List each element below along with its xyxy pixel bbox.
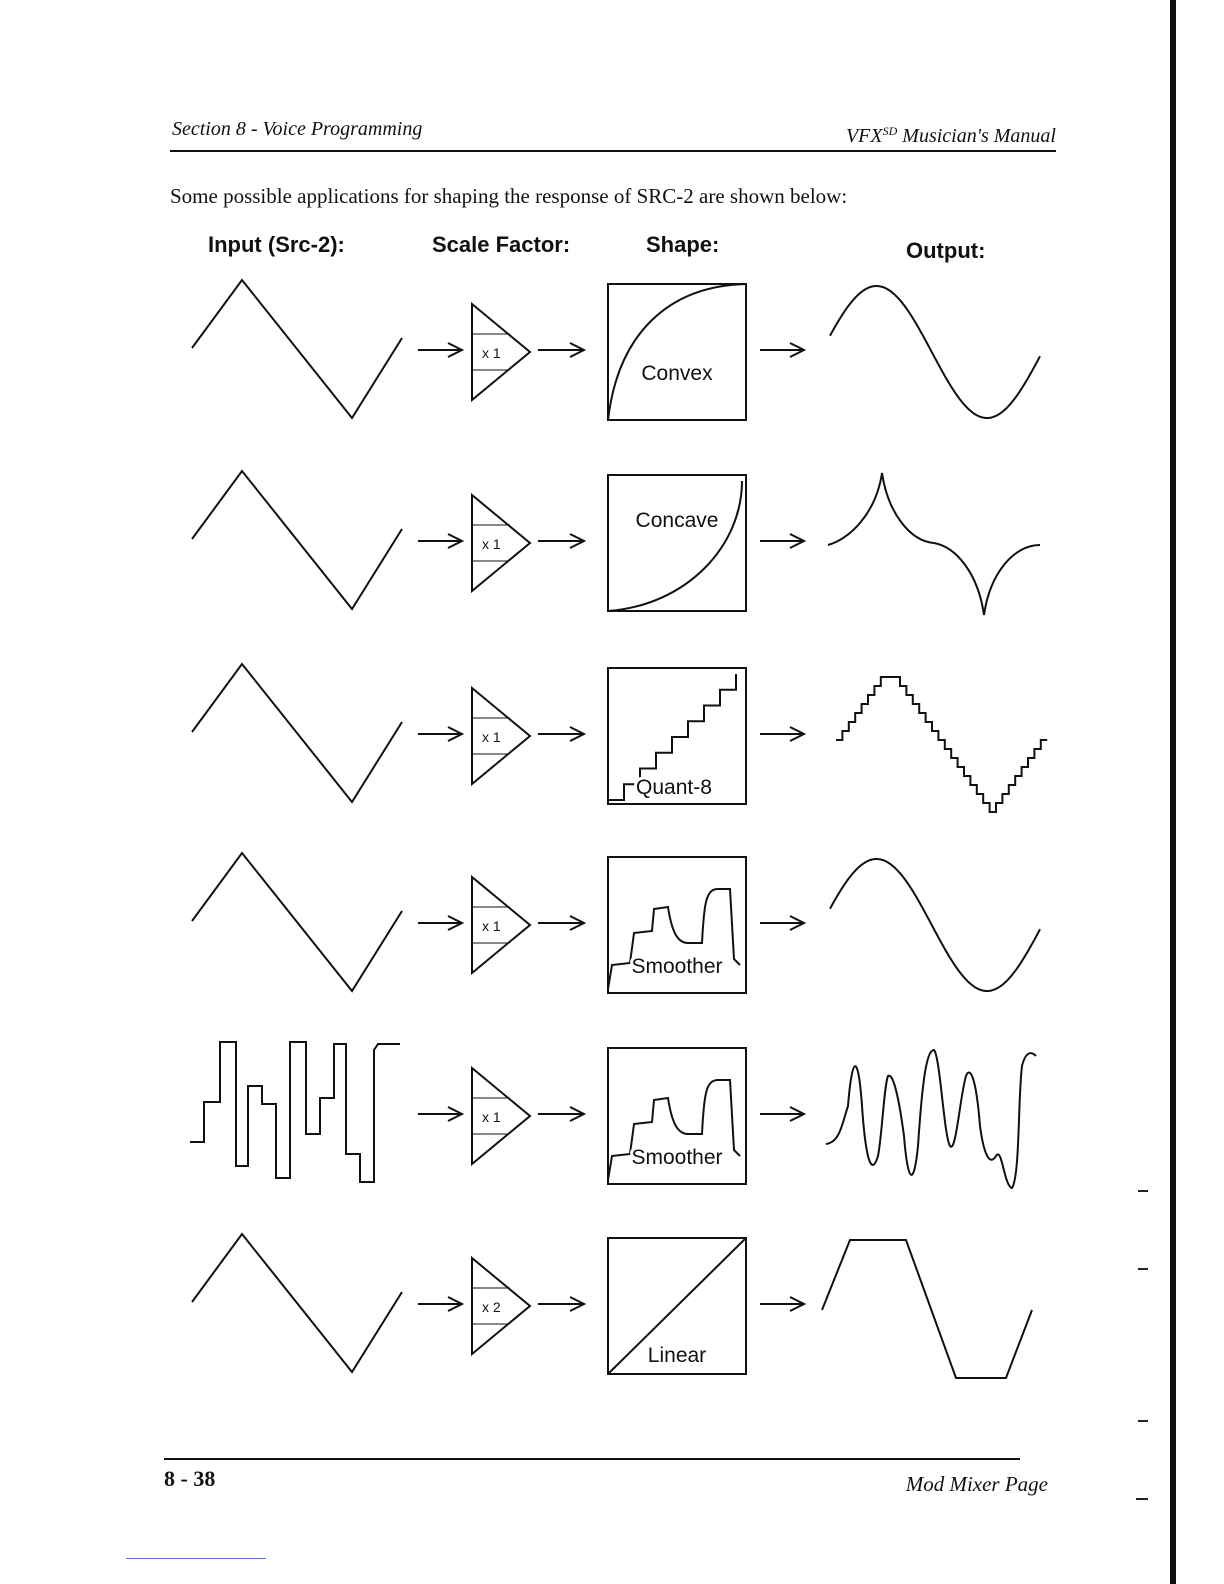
margin-mark	[1138, 1190, 1148, 1192]
diagram-row	[190, 1042, 1036, 1188]
shape-label: Smoother	[631, 955, 723, 978]
diagram-row	[192, 664, 1047, 812]
shape-curve	[608, 481, 742, 611]
input-triangle-wave	[192, 1234, 402, 1372]
output-smoothed-steps-wave	[826, 1050, 1036, 1188]
diagram-row	[192, 471, 1040, 615]
intro-text: Some possible applications for shaping the response of SRC-2 are shown below:	[170, 184, 848, 208]
header-manual-title: $VFX^{SD}$ Musician's Manual	[845, 124, 1056, 147]
output-trapezoid-wave	[822, 1240, 1032, 1378]
amplifier-triangle-icon	[472, 495, 530, 591]
header-section-title: Section 8 - Voice Programming	[172, 118, 423, 140]
amplifier-triangle-icon	[472, 877, 530, 973]
margin-mark	[1136, 1498, 1148, 1500]
footer-rule	[164, 1458, 1020, 1460]
shape-label: Concave	[635, 509, 719, 532]
shape-curve	[608, 284, 746, 420]
diagram-row	[192, 280, 1040, 420]
column-header-input: Input (Src-2):	[208, 232, 345, 257]
diagram-row	[192, 1234, 1032, 1378]
amplifier-triangle-icon	[472, 688, 530, 784]
margin-mark	[1138, 1268, 1148, 1270]
page-edge-bar	[1170, 0, 1176, 1584]
diagram-row	[192, 853, 1040, 993]
footer-section-title: Mod Mixer Page	[905, 1472, 1048, 1496]
scale-factor-label: x 1	[482, 536, 501, 552]
shape-label: Linear	[647, 1344, 707, 1367]
column-header-scale: Scale Factor:	[432, 232, 571, 257]
input-random-steps-wave	[190, 1042, 400, 1182]
input-triangle-wave	[192, 471, 402, 609]
page-number: 8 - 38	[164, 1466, 216, 1491]
scale-factor-label: x 1	[482, 345, 501, 361]
output-sine-wave	[830, 859, 1040, 991]
scale-factor-label: x 2	[482, 1299, 501, 1315]
output-cusp-wave	[828, 473, 1040, 615]
amplifier-triangle-icon	[472, 304, 530, 400]
scale-factor-label: x 1	[482, 1109, 501, 1125]
scale-factor-label: x 1	[482, 918, 501, 934]
shape-label: Convex	[641, 362, 713, 385]
column-header-output: Output:	[906, 238, 986, 263]
margin-mark	[1138, 1420, 1148, 1422]
output-sine-wave	[830, 286, 1040, 418]
output-stepped-wave	[836, 677, 1047, 812]
amplifier-triangle-icon	[472, 1258, 530, 1354]
input-triangle-wave	[192, 280, 402, 418]
input-triangle-wave	[192, 664, 402, 802]
input-triangle-wave	[192, 853, 402, 991]
bottom-underline	[126, 1558, 266, 1559]
column-header-shape: Shape:	[646, 232, 720, 257]
scale-factor-label: x 1	[482, 729, 501, 745]
shape-label: Smoother	[631, 1146, 723, 1169]
shape-label: Quant-8	[636, 776, 712, 799]
amplifier-triangle-icon	[472, 1068, 530, 1164]
